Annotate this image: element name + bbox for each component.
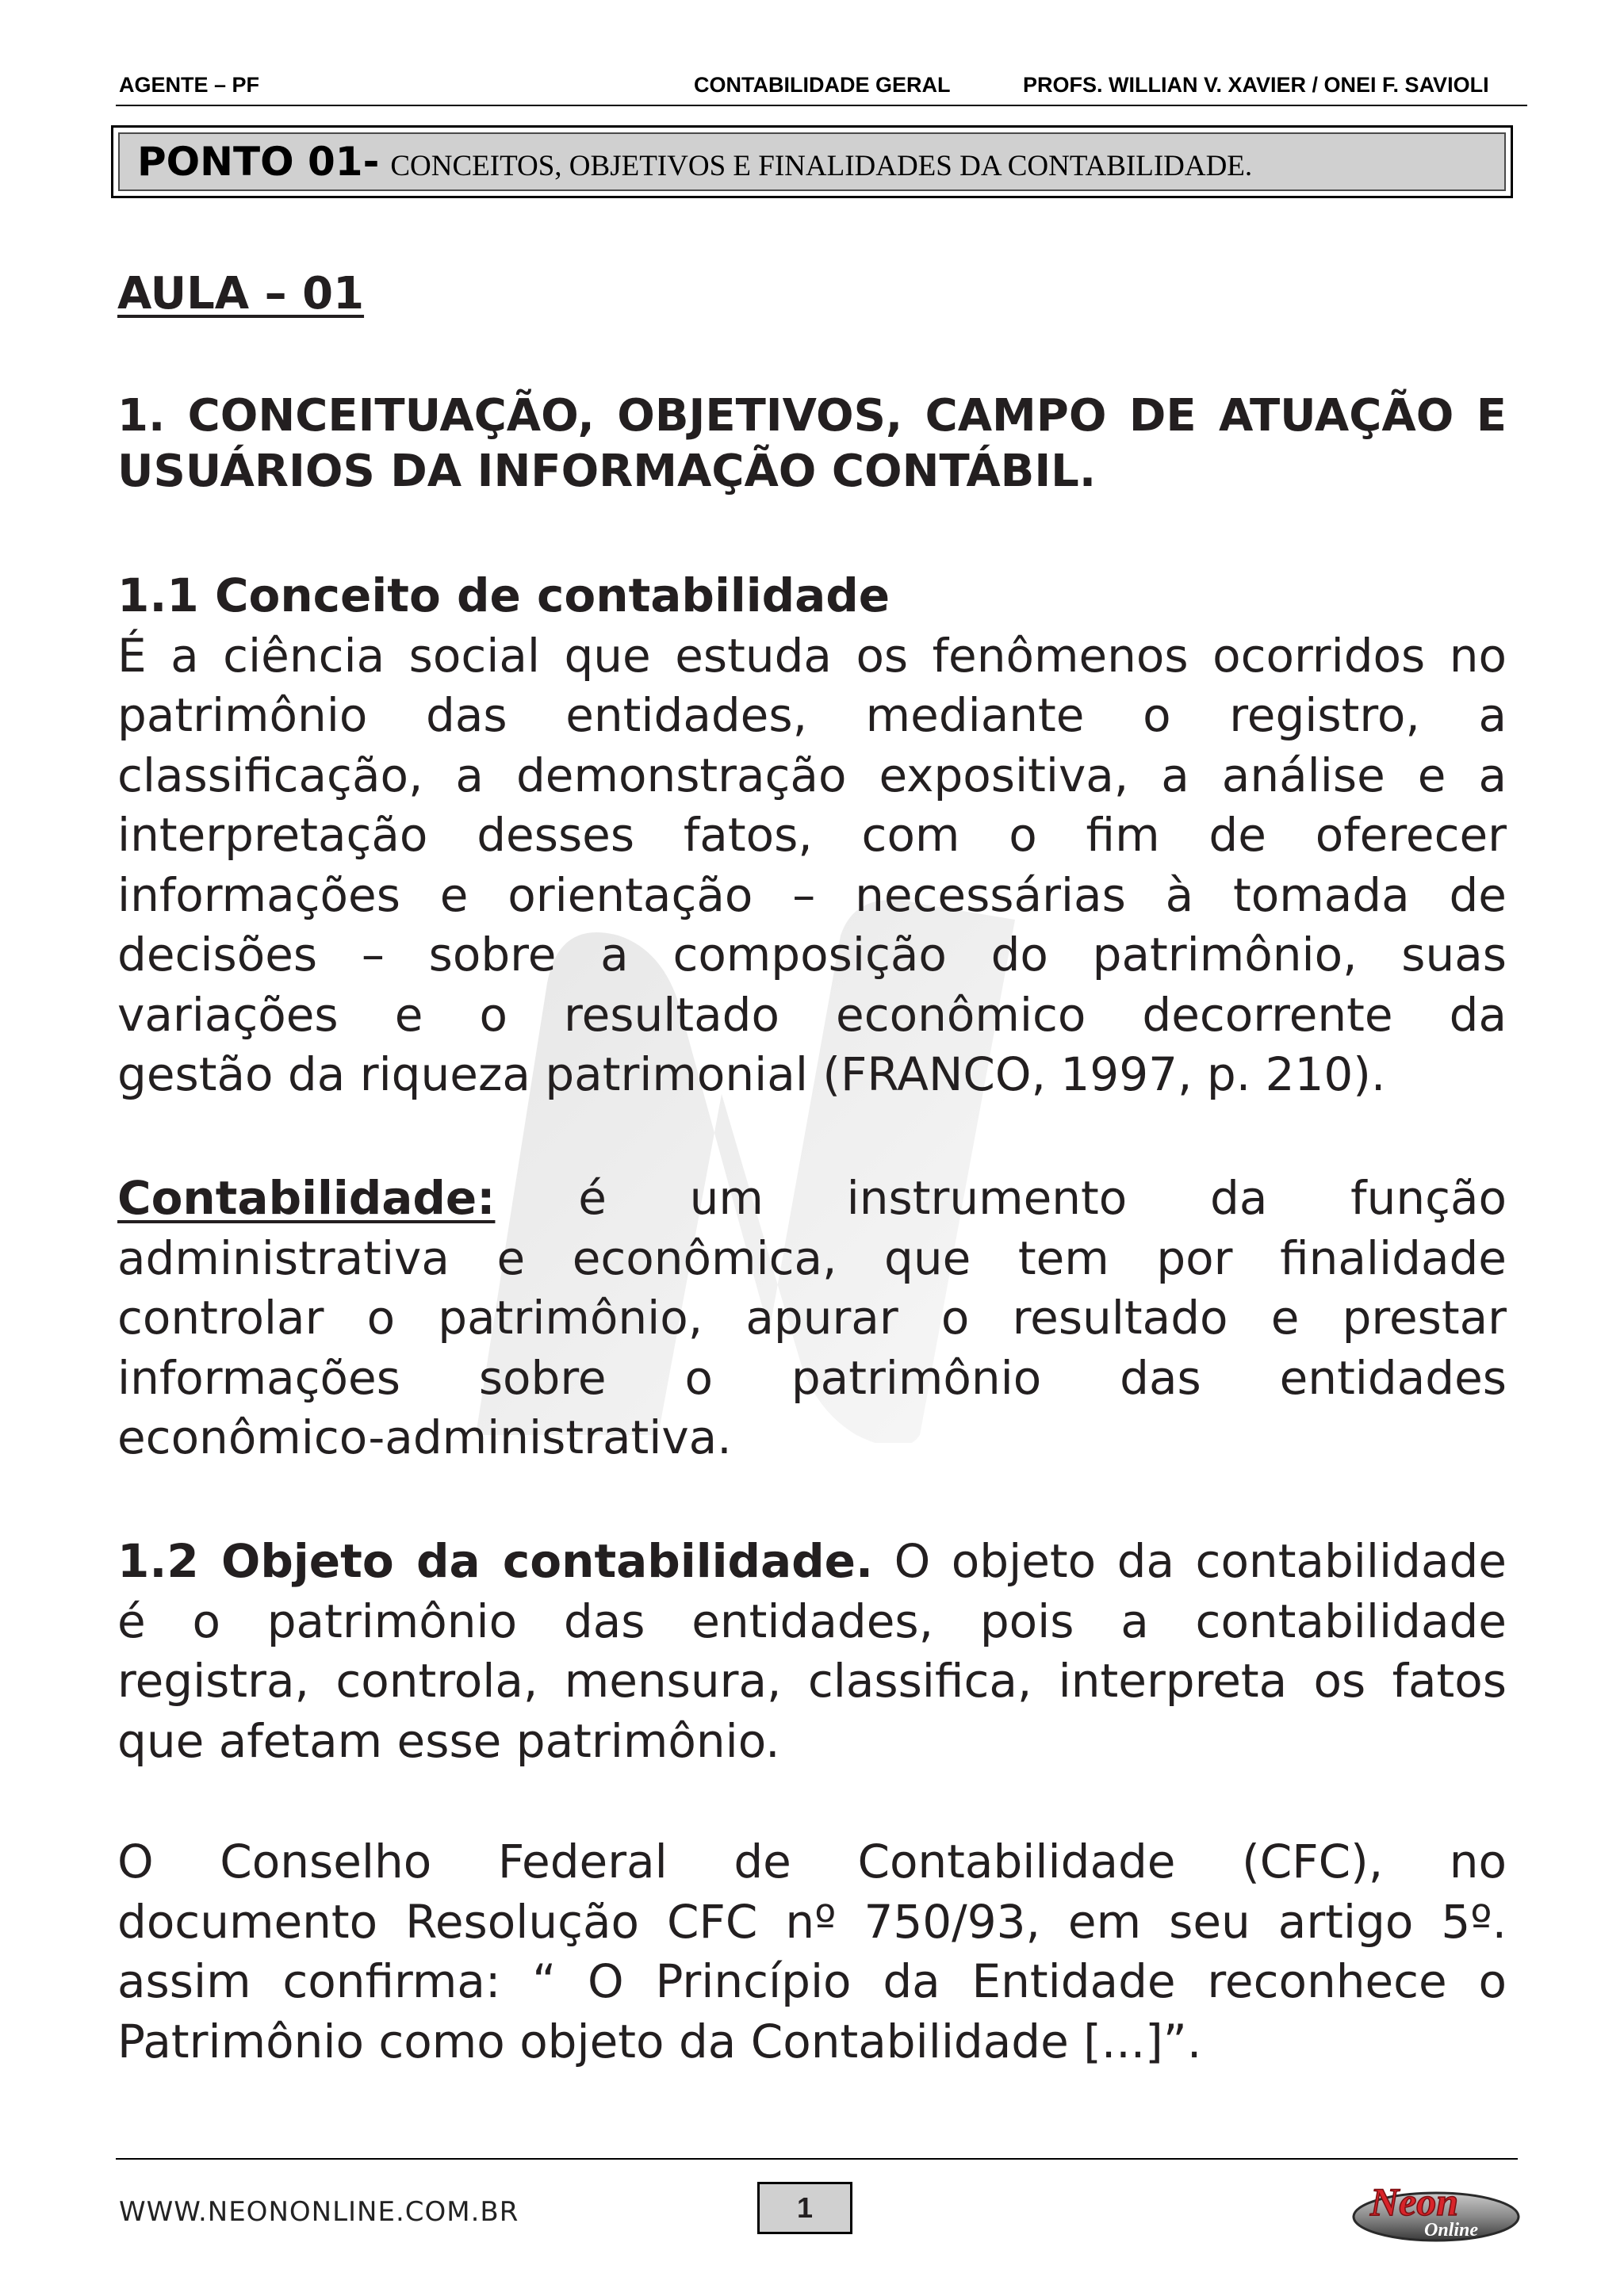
- contabilidade-first-line-rest: é um instrumento da função: [578, 1171, 1507, 1225]
- section-1-2-first-line-rest: O objeto da contabilidade: [894, 1534, 1507, 1588]
- paragraph-line: controlar o patrimônio, apurar o resultado e prestar: [117, 1291, 1507, 1345]
- paragraph-line: É a ciência social que estuda os fenômenos ocorridos no: [117, 628, 1507, 683]
- section-1-2-heading: 1.2 Objeto da contabilidade.: [117, 1534, 874, 1588]
- paragraph-line: Patrimônio como objeto da Contabilidade [...]”.: [117, 2014, 1202, 2068]
- paragraph-line: informações sobre o patrimônio das entidades: [117, 1350, 1507, 1405]
- logo-sub-text: Online: [1424, 2220, 1479, 2241]
- lesson-heading: AULA – 01: [117, 268, 365, 320]
- footer-divider: [116, 2158, 1518, 2160]
- header-course: AGENTE – PF: [119, 73, 260, 97]
- contabilidade-term: Contabilidade:: [117, 1171, 496, 1225]
- paragraph-line: [117, 1169, 1507, 1229]
- paragraph-line: registra, controla, mensura, classifica, interpreta os fatos: [117, 1654, 1507, 1708]
- neon-online-logo: [1348, 2171, 1524, 2247]
- logo-main-text: Neon: [1370, 2179, 1459, 2224]
- header-professors: PROFS. WILLIAN V. XAVIER / ONEI F. SAVIOLI: [1023, 73, 1489, 97]
- section-1-heading: [117, 388, 1507, 499]
- page-number: 1: [757, 2182, 852, 2234]
- ponto-title: CONCEITOS, OBJETIVOS E FINALIDADES DA CONTABILIDADE.: [390, 149, 1253, 182]
- paragraph-line: que afetam esse patrimônio.: [117, 1713, 780, 1768]
- paragraph-line: variações e o resultado econômico decorrente da: [117, 987, 1507, 1042]
- paragraph-line: econômico-administrativa.: [117, 1410, 732, 1464]
- ponto-title-inner: [118, 132, 1506, 191]
- header-subject: CONTABILIDADE GERAL: [694, 73, 951, 97]
- paragraph-line: O Conselho Federal de Contabilidade (CFC), no: [117, 1835, 1507, 1888]
- paragraph-line: assim confirma: “ O Princípio da Entidade reconhece o: [117, 1954, 1507, 2008]
- paragraph-line: informações e orientação – necessárias à tomada de: [117, 867, 1507, 922]
- paragraph-line: [117, 1532, 1507, 1592]
- paragraph-line: patrimônio das entidades, mediante o registro, a: [117, 688, 1507, 742]
- section-1-heading-line: 1. CONCEITUAÇÃO, OBJETIVOS, CAMPO DE ATUAÇÃO E: [117, 390, 1507, 442]
- ponto-title-box: [111, 125, 1513, 198]
- footer-website: WWW.NEONONLINE.COM.BR: [119, 2196, 519, 2228]
- section-1-1: [117, 566, 1507, 1105]
- section-1-2: [117, 1532, 1507, 1771]
- paragraph-line: administrativa e econômica, que tem por finalidade: [117, 1230, 1507, 1285]
- ponto-label: PONTO 01-: [137, 139, 380, 185]
- paragraph-line: é o patrimônio das entidades, pois a contabilidade: [117, 1594, 1507, 1648]
- contabilidade-definition: [117, 1169, 1507, 1468]
- paragraph-line: classificação, a demonstração expositiva, a análise e a: [117, 748, 1507, 802]
- section-1-heading-line: USUÁRIOS DA INFORMAÇÃO CONTÁBIL.: [117, 446, 1097, 497]
- paragraph-line: documento Resolução CFC nº 750/93, em seu artigo 5º.: [117, 1894, 1507, 1949]
- header-divider: [116, 105, 1527, 106]
- paragraph-line: interpretação desses fatos, com o fim de oferecer: [117, 808, 1507, 862]
- cfc-paragraph: [117, 1832, 1507, 2072]
- section-1-1-heading: 1.1 Conceito de contabilidade: [117, 568, 891, 622]
- paragraph-line: gestão da riqueza patrimonial (FRANCO, 1997, p. 210).: [117, 1047, 1386, 1101]
- paragraph-line: decisões – sobre a composição do patrimônio, suas: [117, 928, 1507, 982]
